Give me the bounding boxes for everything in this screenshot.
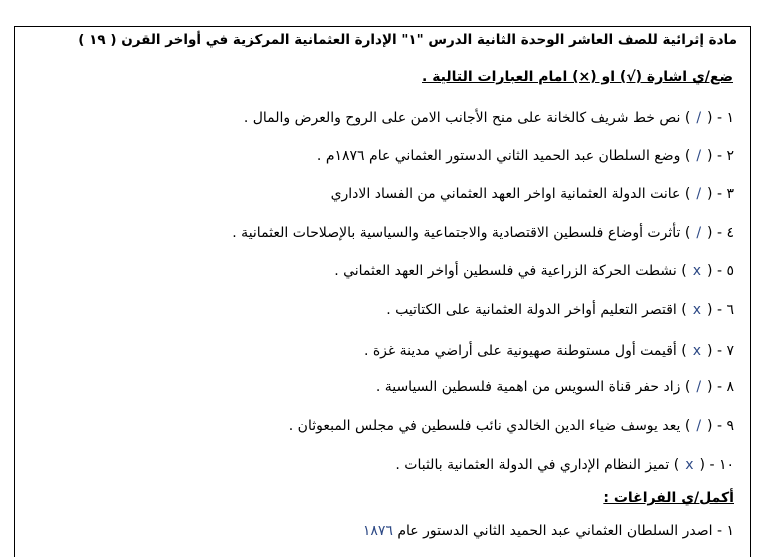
answer-mark: / xyxy=(696,379,702,395)
section-title-fill-blanks: أكمل/ي الفراغات : xyxy=(603,490,734,506)
statement-item: ٩ - (/) يعد يوسف ضياء الدين الخالدي نائب فلسطين في مجلس المبعوثان . xyxy=(288,418,734,434)
item-number: ٩ - xyxy=(716,418,734,434)
item-number: ٣ - xyxy=(716,186,734,202)
item-text: اقتصر التعليم أواخر الدولة العثمانية على الكتاتيب . xyxy=(386,302,677,318)
answer-mark: / xyxy=(696,225,702,241)
answer-mark: x xyxy=(692,302,702,318)
answer-mark: / xyxy=(696,110,702,126)
item-text: عانت الدولة العثمانية اواخر العهد العثماني من الفساد الاداري xyxy=(330,186,681,202)
item-number: ٢ - xyxy=(716,148,734,164)
item-text: يعد يوسف ضياء الدين الخالدي نائب فلسطين في مجلس المبعوثان . xyxy=(288,418,681,434)
item-number: ٥ - xyxy=(716,263,734,279)
instruction-title: ضع/ي اشارة (√) او (×) امام العبارات التالية . xyxy=(422,69,733,85)
worksheet-header: مادة إثرائية للصف العاشر الوحدة الثانية الدرس "١" الإدارة العثمانية المركزية في أواخر القرن ( ١٩ ) xyxy=(78,32,737,48)
answer-mark: x xyxy=(685,457,694,473)
statement-item: ١٠ - (x) تميز النظام الإداري في الدولة العثمانية بالثبات . xyxy=(395,457,734,473)
worksheet-frame xyxy=(14,26,751,557)
answer-mark: / xyxy=(696,148,702,164)
statement-item: ٣ - (/) عانت الدولة العثمانية اواخر العهد العثماني من الفساد الاداري xyxy=(330,186,734,202)
item-text: تميز النظام الإداري في الدولة العثمانية بالثبات . xyxy=(395,457,670,473)
item-number: ٦ - xyxy=(716,302,734,318)
statement-item: ٥ - (x) نشطت الحركة الزراعية في فلسطين أواخر العهد العثماني . xyxy=(334,263,734,279)
item-text: نشطت الحركة الزراعية في فلسطين أواخر العهد العثماني . xyxy=(334,263,677,279)
statement-item: ٦ - (x) اقتصر التعليم أواخر الدولة العثمانية على الكتاتيب . xyxy=(386,302,734,318)
item-text: زاد حفر قناة السويس من اهمية فلسطين السياسية . xyxy=(375,379,681,395)
statement-item: ٤ - (/) تأثرت أوضاع فلسطين الاقتصادية والاجتماعية والسياسية بالإصلاحات العثمانية . xyxy=(232,225,734,241)
statement-item: ١ - (/) نص خط شريف كالخانة على منح الأجانب الامن على الروح والعرض والمال . xyxy=(243,110,734,126)
statement-item: ٨ - (/) زاد حفر قناة السويس من اهمية فلسطين السياسية . xyxy=(375,379,734,395)
item-text: تأثرت أوضاع فلسطين الاقتصادية والاجتماعية والسياسية بالإصلاحات العثمانية . xyxy=(232,225,681,241)
partial-line xyxy=(363,523,734,539)
statement-item: ٢ - (/) وضع السلطان عبد الحميد الثاني الدستور العثماني عام ١٨٧٦م . xyxy=(316,148,734,164)
item-text: وضع السلطان عبد الحميد الثاني الدستور العثماني عام ١٨٧٦م . xyxy=(316,148,681,164)
item-text: نص خط شريف كالخانة على منح الأجانب الامن على الروح والعرض والمال . xyxy=(243,110,681,126)
item-number: ٤ - xyxy=(716,225,734,241)
answer-mark: x xyxy=(692,263,702,279)
answer-mark: / xyxy=(696,186,702,202)
partial-line-answer: ١٨٧٦ xyxy=(362,523,393,539)
answer-mark: x xyxy=(692,343,702,359)
item-number: ١ - xyxy=(716,110,734,126)
item-number: ١٠ - xyxy=(709,457,734,473)
item-number: ٧ - xyxy=(716,343,734,359)
answer-mark: / xyxy=(696,418,702,434)
partial-line-text: ١ - اصدر السلطان العثماني عبد الحميد الثاني الدستور عام xyxy=(397,523,734,539)
item-text: أقيمت أول مستوطنة صهيونية على أراضي مدينة غزة . xyxy=(363,343,677,359)
statement-item: ٧ - (x) أقيمت أول مستوطنة صهيونية على أراضي مدينة غزة . xyxy=(363,343,734,359)
item-number: ٨ - xyxy=(716,379,734,395)
